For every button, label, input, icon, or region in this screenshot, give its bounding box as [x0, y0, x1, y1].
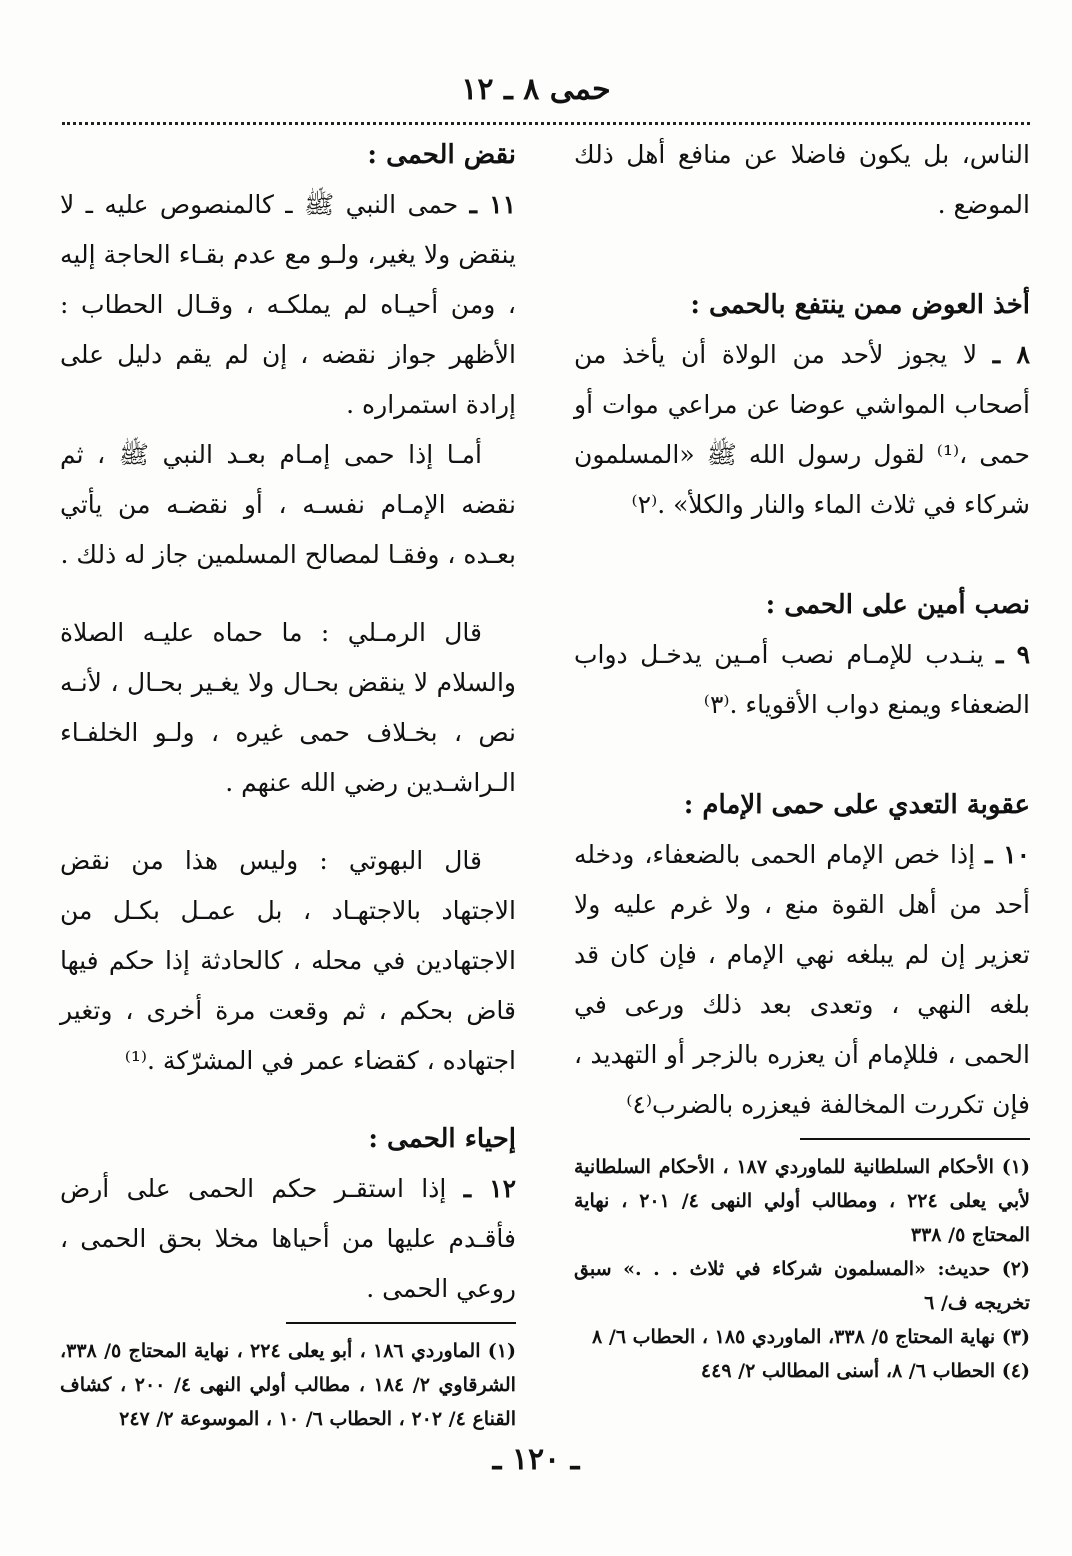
footnote-3: (٣) نهاية المحتاج ٥/ ٣٣٨، الماوردي ١٨٥ ، الحطاب ٦/ ٨: [592, 1326, 1030, 1348]
paragraph-9: [574, 630, 1030, 730]
footnote-1: (١) الأحكام السلطانية للماوردي ١٨٧ ، الأحكام السلطانية لأبي يعلى ٢٢٤ ، ومطالب أولي النهى ٤/ ٢٠١ ، نهاية المحتاج ٥/ ٣٣٨: [574, 1156, 1031, 1246]
paragraph-12: [60, 1164, 516, 1314]
page-number: ـ ١٢٠ ـ: [492, 1442, 580, 1477]
paragraph-text: إذا استقـر حكم الحمى على أرض فأقـدم عليها من أحياها مخلا بحق الحمى ، روعي الحمى .: [60, 1174, 516, 1303]
paragraph-text: إذا خص الإمام الحمى بالضعفاء، ودخله أحد من أهل القوة منع ، ولا غرم عليه ولا تعزير إن لم يبلغه نهي الإمام ، فإن كان قد بلغه النهي ، وتعدى بعد ذلك ورعى في الحمى ، فللإمام أن يعزره بالزجر أو التهديد ، فإن تكررت المخالفة فيعزره بالضرب⁽٤⁾: [574, 840, 1030, 1119]
paragraph-ramli-quote: قال الرمـلي : ما حماه عليـه الصلاة والسلام لا ينقض بحـال ولا يغـير بحـال ، لأنـه نص ، بخـلاف حمى غيره ، ولـو الخلفـاء الـراشـدين رضي الله عنهم .: [60, 618, 516, 797]
footnote-rule: [800, 1138, 1030, 1140]
section-heading-penalty: عقوبة التعدي على حمى الإمام :: [683, 790, 1030, 820]
paragraph-number: ١١ ـ: [469, 190, 516, 219]
paragraph-text: لا يجوز لأحد من الولاة أن يأخذ من أصحاب المواشي عوضا عن مراعي موات أو حمى ،⁽¹⁾ لقول رسول الله ﷺ «المسلمون شركاء في ثلاث الماء والنار والكلأ» .⁽٢⁾: [574, 340, 1030, 519]
paragraph-continuation: الناس، بل يكون فاضلا عن منافع أهل ذلك الموضع .: [574, 140, 1030, 219]
paragraph-8: [574, 330, 1030, 530]
paragraph-imam-revocation: أمـا إذا حمى إمـام بعـد النبي ﷺ ، ثم نقضه الإمـام نفسـه ، أو نقضـه من يأتي بعـده ، وفقـا لمصالح المسلمين جاز له ذلك .: [60, 440, 516, 569]
header-dotted-rule: [62, 122, 1030, 125]
paragraph-11: [60, 180, 516, 430]
paragraph-number: ١٠ ـ: [985, 840, 1031, 869]
footnote-4: (٤) الحطاب ٦/ ٨، أسنى المطالب ٢/ ٤٤٩: [700, 1360, 1030, 1382]
footnote-1: (١) الماوردي ١٨٦ ، أبو يعلى ٢٢٤ ، نهاية المحتاج ٥/ ٣٣٨، الشرقاوي ٢/ ١٨٤ ، مطالب أولي النهى ٤/ ٢٠٠ ، كشاف القناع ٤/ ٢٠٢ ، الحطاب ٦/ ١٠ ، الموسوعة ٢/ ٢٤٧: [60, 1340, 516, 1430]
paragraph-buhuti-quote: قال البهوتي : وليس هذا من نقض الاجتهاد بالاجتهـاد ، بل عمـل بكـل من الاجتهادين في محله ، كالحادثة إذا حكم فيها قاض بحكم ، ثم وقعت مرة أخرى ، وتغير اجتهاده ، كقضاء عمر في المشرّكة .⁽¹⁾: [60, 846, 516, 1075]
right-column: [574, 130, 1030, 1388]
running-header: حمى ٨ ـ ١٢: [461, 72, 611, 107]
section-heading-revival: إحياء الحمى :: [368, 1124, 516, 1154]
paragraph-text: ينـدب للإمـام نصب أمـين يدخـل دواب الضعفاء ويمنع دواب الأقوياء .⁽٣⁾: [574, 640, 1030, 719]
paragraph-number: ٩ ـ: [996, 640, 1031, 669]
footnote-2: (٢) حديث: «المسلمون شركاء في ثلاث . . .» سبق تخريجه ف/ ٦: [574, 1258, 1030, 1314]
section-heading-guardian: نصب أمين على الحمى :: [765, 590, 1030, 620]
paragraph-text: حمى النبي ﷺ ـ كالمنصوص عليه ـ لا ينقض ولا يغير، ولـو مع عدم بقـاء الحاجة إليه ، ومن أحيـاه لم يملكـه ، وقـال الحطاب : الأظهر جواز نقضه ، إن لم يقم دليل على إرادة استمراره .: [60, 190, 516, 419]
footnote-rule: [286, 1322, 516, 1324]
section-heading-revocation: نقض الحمى :: [367, 140, 516, 170]
paragraph-number: ١٢ ـ: [463, 1174, 517, 1203]
paragraph-number: ٨ ـ: [992, 340, 1030, 369]
paragraph-10: [574, 830, 1030, 1130]
section-heading-compensation: أخذ العوض ممن ينتفع بالحمى :: [690, 290, 1030, 320]
left-column: [60, 130, 516, 1436]
